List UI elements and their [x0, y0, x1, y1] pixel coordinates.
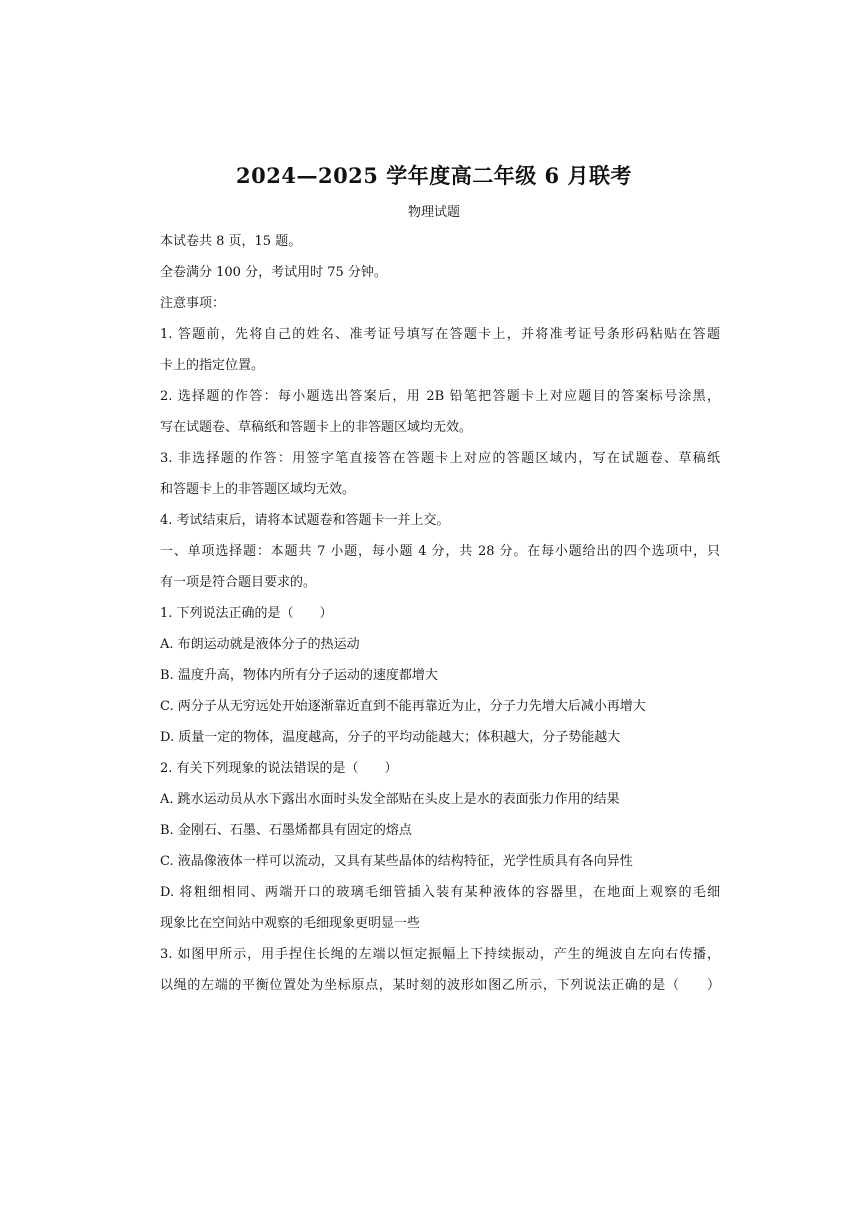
question-3-stem-line-2: 以绳的左端的平衡位置处为坐标原点，某时刻的波形如图乙所示，下列说法正确的是（ ） — [160, 978, 720, 993]
question-2-option-d-line-2: 现象比在空间站中观察的毛细现象更明显一些 — [160, 916, 421, 931]
exam-body — [160, 233, 720, 1008]
notice-1-line-2: 卡上的指定位置。 — [160, 358, 265, 373]
exam-subtitle: 物理试题 — [407, 205, 460, 220]
notice-heading: 注意事项： — [160, 296, 226, 311]
notice-2-line-2: 写在试题卷、草稿纸和答题卡上的非答题区域均无效。 — [160, 420, 473, 435]
section-1-heading-line-2: 有一项是符合题目要求的。 — [160, 575, 317, 590]
paper-info-score-time: 全卷满分 100 分，考试用时 75 分钟。 — [160, 265, 387, 280]
question-2-option-b: B. 金刚石、石墨、石墨烯都具有固定的熔点 — [160, 823, 412, 838]
section-1-heading-line-1: 一、单项选择题：本题共 7 小题，每小题 4 分，共 28 分。在每小题给出的四个选项中，只 — [160, 544, 720, 559]
question-1-option-b: B. 温度升高，物体内所有分子运动的速度都增大 — [160, 668, 438, 683]
question-3-stem-line-1: 3. 如图甲所示，用手捏住长绳的左端以恒定振幅上下持续振动，产生的绳波自左向右传播， — [160, 947, 720, 962]
question-1-stem: 1. 下列说法正确的是（ ） — [160, 606, 333, 621]
question-2-stem: 2. 有关下列现象的说法错误的是（ ） — [160, 761, 398, 776]
notice-4: 4. 考试结束后，请将本试题卷和答题卡一并上交。 — [160, 513, 450, 528]
notice-3-line-1: 3. 非选择题的作答：用签字笔直接答在答题卡上对应的答题区域内，写在试题卷、草稿纸 — [160, 451, 720, 466]
question-1-option-c: C. 两分子从无穷远处开始逐渐靠近直到不能再靠近为止，分子力先增大后减小再增大 — [160, 699, 646, 714]
notice-1-line-1: 1. 答题前，先将自己的姓名、准考证号填写在答题卡上，并将准考证号条形码粘贴在答题 — [160, 327, 720, 342]
question-2-option-d-line-1: D. 将粗细相同、两端开口的玻璃毛细管插入装有某种液体的容器里，在地面上观察的毛细 — [160, 885, 720, 900]
question-1-option-a: A. 布朗运动就是液体分子的热运动 — [160, 637, 360, 652]
notice-3-line-2: 和答题卡上的非答题区域均无效。 — [160, 482, 356, 497]
paper-info-pages: 本试卷共 8 页，15 题。 — [160, 234, 302, 249]
exam-title: 2024—2025 学年度高二年级 6 月联考 — [236, 163, 632, 188]
question-2-option-c: C. 液晶像液体一样可以流动，又具有某些晶体的结构特征，光学性质具有各向异性 — [160, 854, 633, 869]
notice-2-line-1: 2. 选择题的作答：每小题选出答案后，用 2B 铅笔把答题卡上对应题目的答案标号涂黑， — [160, 389, 720, 404]
question-2-option-a: A. 跳水运动员从水下露出水面时头发全部贴在头皮上是水的表面张力作用的结果 — [160, 792, 620, 807]
question-1-option-d: D. 质量一定的物体，温度越高，分子的平均动能越大；体积越大，分子势能越大 — [160, 730, 621, 745]
